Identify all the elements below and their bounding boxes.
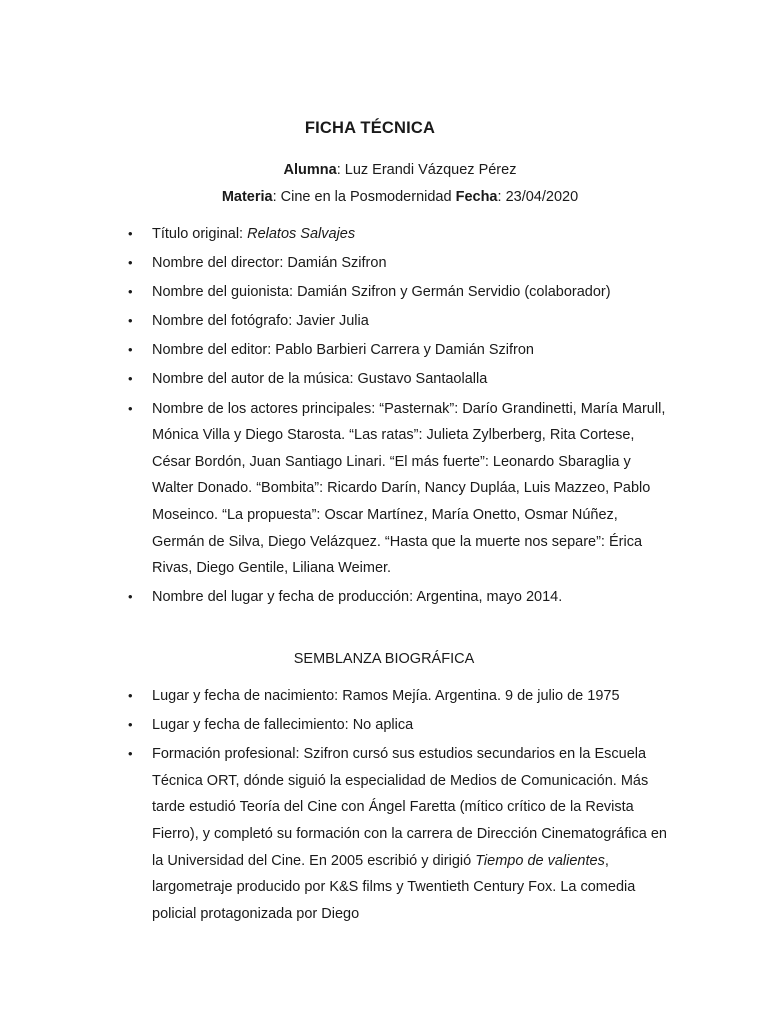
list-item: [0, 683, 768, 710]
student-label: Alumna: [283, 162, 337, 178]
list-item: [0, 712, 768, 739]
student-value: : Luz Erandi Vázquez Pérez: [336, 162, 517, 178]
item-text: Nombre del director: Damián Szifron: [152, 255, 387, 272]
list-item: [0, 308, 768, 335]
bullet-icon: •: [128, 342, 133, 358]
subject-date-line: [0, 189, 768, 205]
formation-text-2: , largometraje producido por K&S films y Twentieth Century Fox. La comedia policial protagonizada por Diego: [152, 852, 636, 922]
bullet-icon: •: [128, 226, 133, 241]
bullet-icon: •: [128, 400, 133, 416]
student-line: [0, 162, 768, 178]
item-text: Lugar y fecha de fallecimiento: No aplica: [152, 717, 414, 734]
item-text: Nombre del fotógrafo: Javier Julia: [152, 313, 369, 330]
list-item: [0, 250, 768, 277]
bullet-icon: •: [128, 688, 133, 703]
item-text: Nombre de los actores principales: “Pasternak”: Darío Grandinetti, María Marull, Mónica Villa y Diego Starosta. “Las ratas”: Julieta Zylberberg, Rita Cortese, César Bordón, Juan Santiago Linari. “El más fuerte”: Leonardo Sbaraglia y Walter Donado. “Bombita”: Ricardo Darín, Nancy Dupláa, Luis Mazzeo, Pablo Moseinco. “La propuesta”: Oscar Martínez, María Onetto, Osmar Núñez, Germán de Silva, Diego Velázquez. “Hasta que la muerte nos separe”: Érica Rivas, Diego Gentile, Liliana Weimer.: [152, 400, 666, 577]
item-text: Nombre del guionista: Damián Szifron y Germán Servidio (colaborador): [152, 284, 611, 301]
ficha-list: [0, 221, 768, 613]
list-item: [0, 337, 768, 364]
item-italic-value: Relatos Salvajes: [247, 226, 356, 242]
subject-value: : Cine en la Posmodernidad: [272, 189, 456, 205]
list-item: [0, 221, 768, 248]
section-title: SEMBLANZA BIOGRÁFICA: [293, 651, 475, 667]
formation-text-1: Formación profesional: Szifron cursó sus estudios secundarios en la Escuela Técnica ORT, dónde siguió la especialidad de Medios de Comunicación. Más tarde estudió Teoría del Cine con Ángel Faretta (mítico crítico de la Revista Fierro), y completó su formación con la carrera de Dirección Cinematográfica en la Universidad del Cine. En 2005 escribió y dirigió: [152, 746, 667, 869]
document-title: FICHA TÉCNICA: [304, 119, 436, 137]
date-value: : 23/04/2020: [497, 189, 579, 205]
bio-list: [0, 683, 768, 930]
list-item: [0, 396, 768, 582]
bullet-icon: •: [128, 284, 133, 300]
list-item: [0, 741, 768, 927]
formation-italic-title: Tiempo de valientes: [475, 852, 605, 869]
bullet-icon: •: [128, 746, 133, 762]
bullet-icon: •: [128, 313, 133, 329]
date-label: Fecha: [455, 189, 498, 205]
item-text: Nombre del editor: Pablo Barbieri Carrera y Damián Szifron: [152, 342, 534, 359]
subject-label: Materia: [221, 189, 273, 205]
list-item: [0, 584, 768, 611]
item-label: Título original:: [152, 226, 248, 242]
item-text: Lugar y fecha de nacimiento: Ramos Mejía. Argentina. 9 de julio de 1975: [152, 688, 620, 704]
item-text: Nombre del autor de la música: Gustavo Santaolalla: [152, 371, 488, 388]
bullet-icon: •: [128, 589, 133, 605]
bullet-icon: •: [128, 717, 133, 733]
bullet-icon: •: [128, 255, 133, 271]
list-item: [0, 279, 768, 306]
list-item: [0, 366, 768, 393]
bullet-icon: •: [128, 371, 133, 387]
item-text: Nombre del lugar y fecha de producción: Argentina, mayo 2014.: [152, 589, 563, 606]
